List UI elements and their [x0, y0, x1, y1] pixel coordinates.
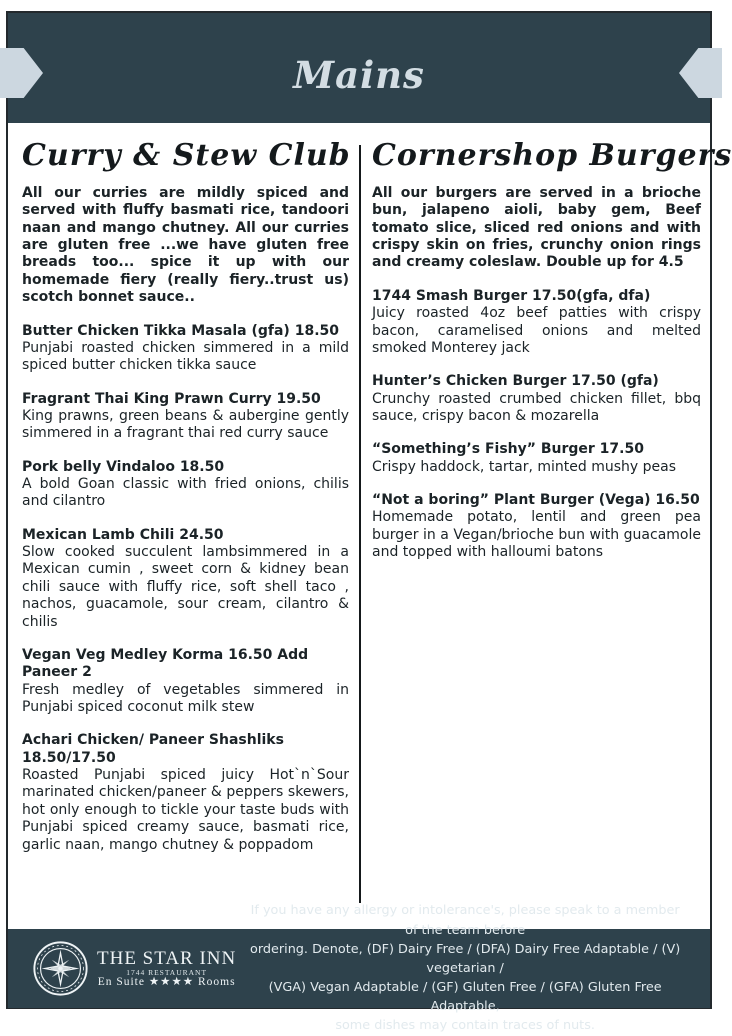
- dish-name: Achari Chicken/ Paneer Shashliks 18.50/17.50: [22, 732, 284, 766]
- dish-name: “Not a boring” Plant Burger (Vega) 16.50: [372, 492, 700, 509]
- logo-rooms: En Suite ★★★★ Rooms: [97, 976, 236, 989]
- menu-item: [22, 527, 349, 631]
- dish-name: Mexican Lamb Chili 24.50: [22, 526, 224, 543]
- menu-item: [22, 459, 349, 511]
- allergy-notice-line: (VGA) Vegan Adaptable / (GF) Gluten Free / (GFA) Gluten Free Adaptable,: [268, 980, 662, 1015]
- section-intro: All our burgers are served in a brioche bun, jalapeno aioli, baby gem, Beef tomato slice, sliced red onions and with crispy skin on fries, crunchy onion rings and creamy coleslaw. Double up for 4.5: [372, 185, 701, 271]
- menu-item: [22, 732, 349, 854]
- dish-name: Butter Chicken Tikka Masala (gfa) 18.50: [22, 322, 339, 339]
- logo-subtitle: 1744 RESTAURANT: [126, 967, 208, 977]
- menu-item: [22, 647, 349, 716]
- dish-name: Vegan Veg Medley Korma 16.50 Add Paneer 2: [22, 646, 309, 681]
- section-intro: All our curries are mildly spiced and served with fluffy basmati rice, tandoori naan and mango chutney. All our curries are gluten free ...we have gluten free breads too... spice it up with our homemade fiery (really fiery..trust us) scotch bonnet sauce..: [22, 185, 349, 306]
- compass-badge-icon: [32, 940, 89, 997]
- dish-description: Slow cooked succulent lambsimmered in a Mexican cumin , sweet corn & kidney bean chili sauce with fluffy rice, soft shell taco , nachos, guacamole, sour cream, cilantro & chilis: [22, 544, 349, 630]
- menu-item: [372, 288, 701, 357]
- section-heading: Cornershop Burgers: [372, 138, 732, 173]
- menu-item: [372, 373, 701, 425]
- dish-description: Roasted Punjabi spiced juicy Hot`n`Sour marinated chicken/paneer & peppers skewers, hot only enough to tickle your taste buds with Punjabi spiced creamy sauce, basmati rice, garlic naan, mango chutney & poppadom: [22, 767, 349, 853]
- menu-item: [22, 391, 349, 443]
- dish-name: 1744 Smash Burger 17.50(gfa, dfa): [372, 287, 651, 304]
- section-heading: Curry & Stew Club: [22, 138, 351, 173]
- dish-name: Hunter’s Chicken Burger 17.50 (gfa): [372, 373, 659, 390]
- header-band: [8, 13, 710, 123]
- dish-description: Juicy roasted 4oz beef patties with crispy bacon, caramelised onions and melted smoked Monterey jack: [372, 305, 701, 356]
- dish-description: Homemade potato, lentil and green pea burger in a Vegan/brioche bun with guacamole and topped with halloumi batons: [372, 509, 701, 561]
- menu-item: [372, 492, 701, 561]
- dish-name: Pork belly Vindaloo 18.50: [22, 458, 225, 475]
- menu-item: [372, 441, 701, 476]
- allergy-notice: [236, 901, 710, 1035]
- cornershop-burgers-section: [372, 138, 732, 561]
- allergy-notice-line: some dishes may contain traces of nuts.: [335, 1018, 595, 1034]
- page-title: Mains: [293, 53, 425, 97]
- logo-title: THE STAR INN: [97, 947, 237, 969]
- allergy-notice-line: If you have any allergy or intolerance's, please speak to a member of the team before: [250, 903, 680, 938]
- dish-description: A bold Goan classic with fried onions, chilis and cilantro: [22, 476, 349, 510]
- curry-stew-club-section: [22, 138, 349, 854]
- footer-band: [8, 903, 710, 1034]
- column-divider: [359, 145, 361, 903]
- dish-description: Fresh medley of vegetables simmered in Punjabi spiced coconut milk stew: [22, 681, 349, 715]
- allergy-notice-line: ordering. Denote, (DF) Dairy Free / (DFA) Dairy Free Adaptable / (V) vegetarian /: [250, 941, 681, 976]
- star-inn-logo: [32, 940, 236, 997]
- dish-description: Punjabi roasted chicken simmered in a mild spiced butter chicken tikka sauce: [22, 339, 349, 374]
- dish-name: “Something’s Fishy” Burger 17.50: [372, 441, 644, 458]
- dish-description: King prawns, green beans & aubergine gently simmered in a fragrant thai red curry sauce: [22, 407, 349, 442]
- dish-description: Crispy haddock, tartar, minted mushy peas: [372, 458, 677, 475]
- dish-description: Crunchy roasted crumbed chicken fillet, bbq sauce, crispy bacon & mozarella: [372, 390, 701, 424]
- dish-name: Fragrant Thai King Prawn Curry 19.50: [22, 390, 321, 407]
- menu-item: [22, 323, 349, 375]
